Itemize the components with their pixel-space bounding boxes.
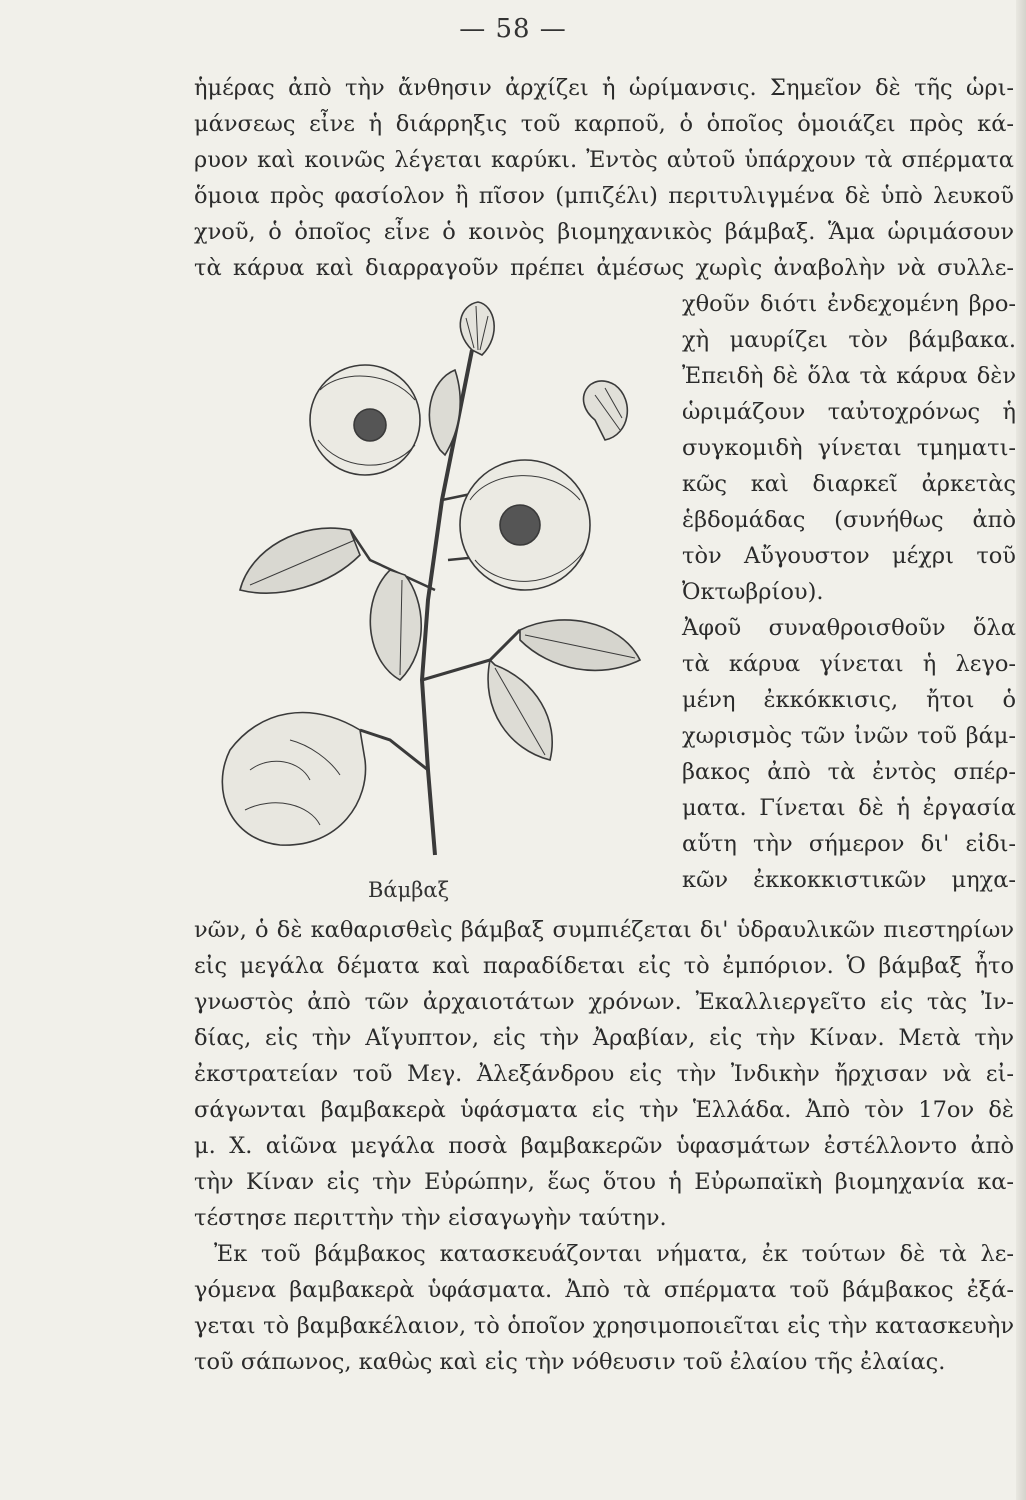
text-line: Ἀφοῦ συναθροισθοῦν ὅλα bbox=[682, 615, 1016, 641]
text-line: ἐκστρατείαν τοῦ Μεγ. Ἀλεξάνδρου εἰς τὴν Ἰνδικὴν ἤρχισαν νὰ εἰ- bbox=[194, 1061, 1014, 1087]
text-line: χὴ μαυρίζει τὸν βάμβακα. bbox=[682, 327, 1016, 353]
text-line: σάγωνται βαμβακερὰ ὑφάσματα εἰς τὴν Ἑλλάδα. Ἀπὸ τὸν 17ον δὲ bbox=[194, 1097, 1014, 1123]
text-line: χνοῦ, ὁ ὁποῖος εἶνε ὁ κοινὸς βιομηχανικὸς βάμβαξ. Ἅμα ὡριμάσουν bbox=[194, 219, 1014, 245]
figure-caption: Βάμβαξ bbox=[368, 878, 450, 902]
text-line: δίας, εἰς τὴν Αἴγυπτον, εἰς τὴν Ἀραβίαν, εἰς τὴν Κίναν. Μετὰ τὴν bbox=[194, 1025, 1014, 1051]
page-edge bbox=[1016, 0, 1026, 1500]
text-line: Ἐπειδὴ δὲ ὅλα τὰ κάρυα δὲν bbox=[682, 363, 1016, 389]
text-line: ὡριμάζουν ταὐτοχρόνως ἡ bbox=[682, 399, 1016, 425]
text-line: ὅμοια πρὸς φασίολον ἢ πῖσον (μπιζέλι) περιτυλιγμένα δὲ ὑπὸ λευκοῦ bbox=[194, 183, 1014, 209]
text-line: τὰ κάρυα γίνεται ἡ λεγο- bbox=[682, 651, 1016, 677]
text-line: τὴν Κίναν εἰς τὴν Εὐρώπην, ἕως ὅτου ἡ Εὐρωπαϊκὴ βιομηχανία κα- bbox=[194, 1169, 1014, 1195]
text-line: χθοῦν διότι ἐνδεχομένη βρο- bbox=[682, 291, 1016, 317]
text-line: τὸν Αὔγουστον μέχρι τοῦ bbox=[682, 543, 1016, 569]
page-number: — 58 — bbox=[459, 14, 567, 44]
text-line: ἡμέρας ἀπὸ τὴν ἄνθησιν ἀρχίζει ἡ ὡρίμανσις. Σημεῖον δὲ τῆς ὡρι- bbox=[194, 75, 1014, 101]
cotton-plant-illustration bbox=[190, 300, 680, 860]
text-line: γεται τὸ βαμβακέλαιον, τὸ ὁποῖον χρησιμοποιεῖται εἰς τὴν κατασκευὴν bbox=[194, 1313, 1014, 1339]
text-line: μένη ἐκκόκκισις, ἤτοι ὁ bbox=[682, 687, 1016, 713]
text-line: κῶς καὶ διαρκεῖ ἀρκετὰς bbox=[682, 471, 1016, 497]
text-line: Ὀκτωβρίου). bbox=[682, 579, 824, 605]
text-line: γνωστὸς ἀπὸ τῶν ἀρχαιοτάτων χρόνων. Ἐκαλλιεργεῖτο εἰς τὰς Ἰν- bbox=[194, 989, 1014, 1015]
text-line: χωρισμὸς τῶν ἰνῶν τοῦ βάμ- bbox=[682, 723, 1016, 749]
text-line: κῶν ἐκκοκκιστικῶν μηχα- bbox=[682, 867, 1016, 893]
text-line: συγκομιδὴ γίνεται τμηματι- bbox=[682, 435, 1016, 461]
text-line: αὕτη τὴν σήμερον δι' εἰδι- bbox=[682, 831, 1016, 857]
text-line: τοῦ σάπωνος, καθὼς καὶ εἰς τὴν νόθευσιν τοῦ ἐλαίου τῆς ἐλαίας. bbox=[194, 1349, 946, 1375]
text-line: βακος ἀπὸ τὰ ἐντὸς σπέρ- bbox=[682, 759, 1016, 785]
text-line: ρυον καὶ κοινῶς λέγεται καρύκι. Ἐντὸς αὐτοῦ ὑπάρχουν τὰ σπέρματα bbox=[194, 147, 1014, 173]
text-line: τὰ κάρυα καὶ διαρραγοῦν πρέπει ἀμέσως χωρὶς ἀναβολὴν νὰ συλλε- bbox=[194, 255, 1014, 281]
text-line: γόμενα βαμβακερὰ ὑφάσματα. Ἀπὸ τὰ σπέρματα τοῦ βάμβακος ἐξά- bbox=[194, 1277, 1014, 1303]
text-line: νῶν, ὁ δὲ καθαρισθεὶς βάμβαξ συμπιέζεται δι' ὑδραυλικῶν πιεστηρίων bbox=[194, 917, 1014, 943]
text-line: μ. Χ. αἰῶνα μεγάλα ποσὰ βαμβακερῶν ὑφασμάτων ἐστέλλοντο ἀπὸ bbox=[194, 1133, 1014, 1159]
text-line: ματα. Γίνεται δὲ ἡ ἐργασία bbox=[682, 795, 1016, 821]
text-line: τέστησε περιττὴν τὴν εἰσαγωγὴν ταύτην. bbox=[194, 1205, 667, 1231]
text-line: Ἐκ τοῦ βάμβακος κατασκευάζονται νήματα, ἐκ τούτων δὲ τὰ λε- bbox=[214, 1241, 1014, 1267]
text-line: εἰς μεγάλα δέματα καὶ παραδίδεται εἰς τὸ ἐμπόριον. Ὁ βάμβαξ ἦτο bbox=[194, 953, 1014, 979]
text-line: ἑβδομάδας (συνήθως ἀπὸ bbox=[682, 507, 1016, 533]
text-line: μάνσεως εἶνε ἡ διάρρηξις τοῦ καρποῦ, ὁ ὁποῖος ὁμοιάζει πρὸς κά- bbox=[194, 111, 1014, 137]
